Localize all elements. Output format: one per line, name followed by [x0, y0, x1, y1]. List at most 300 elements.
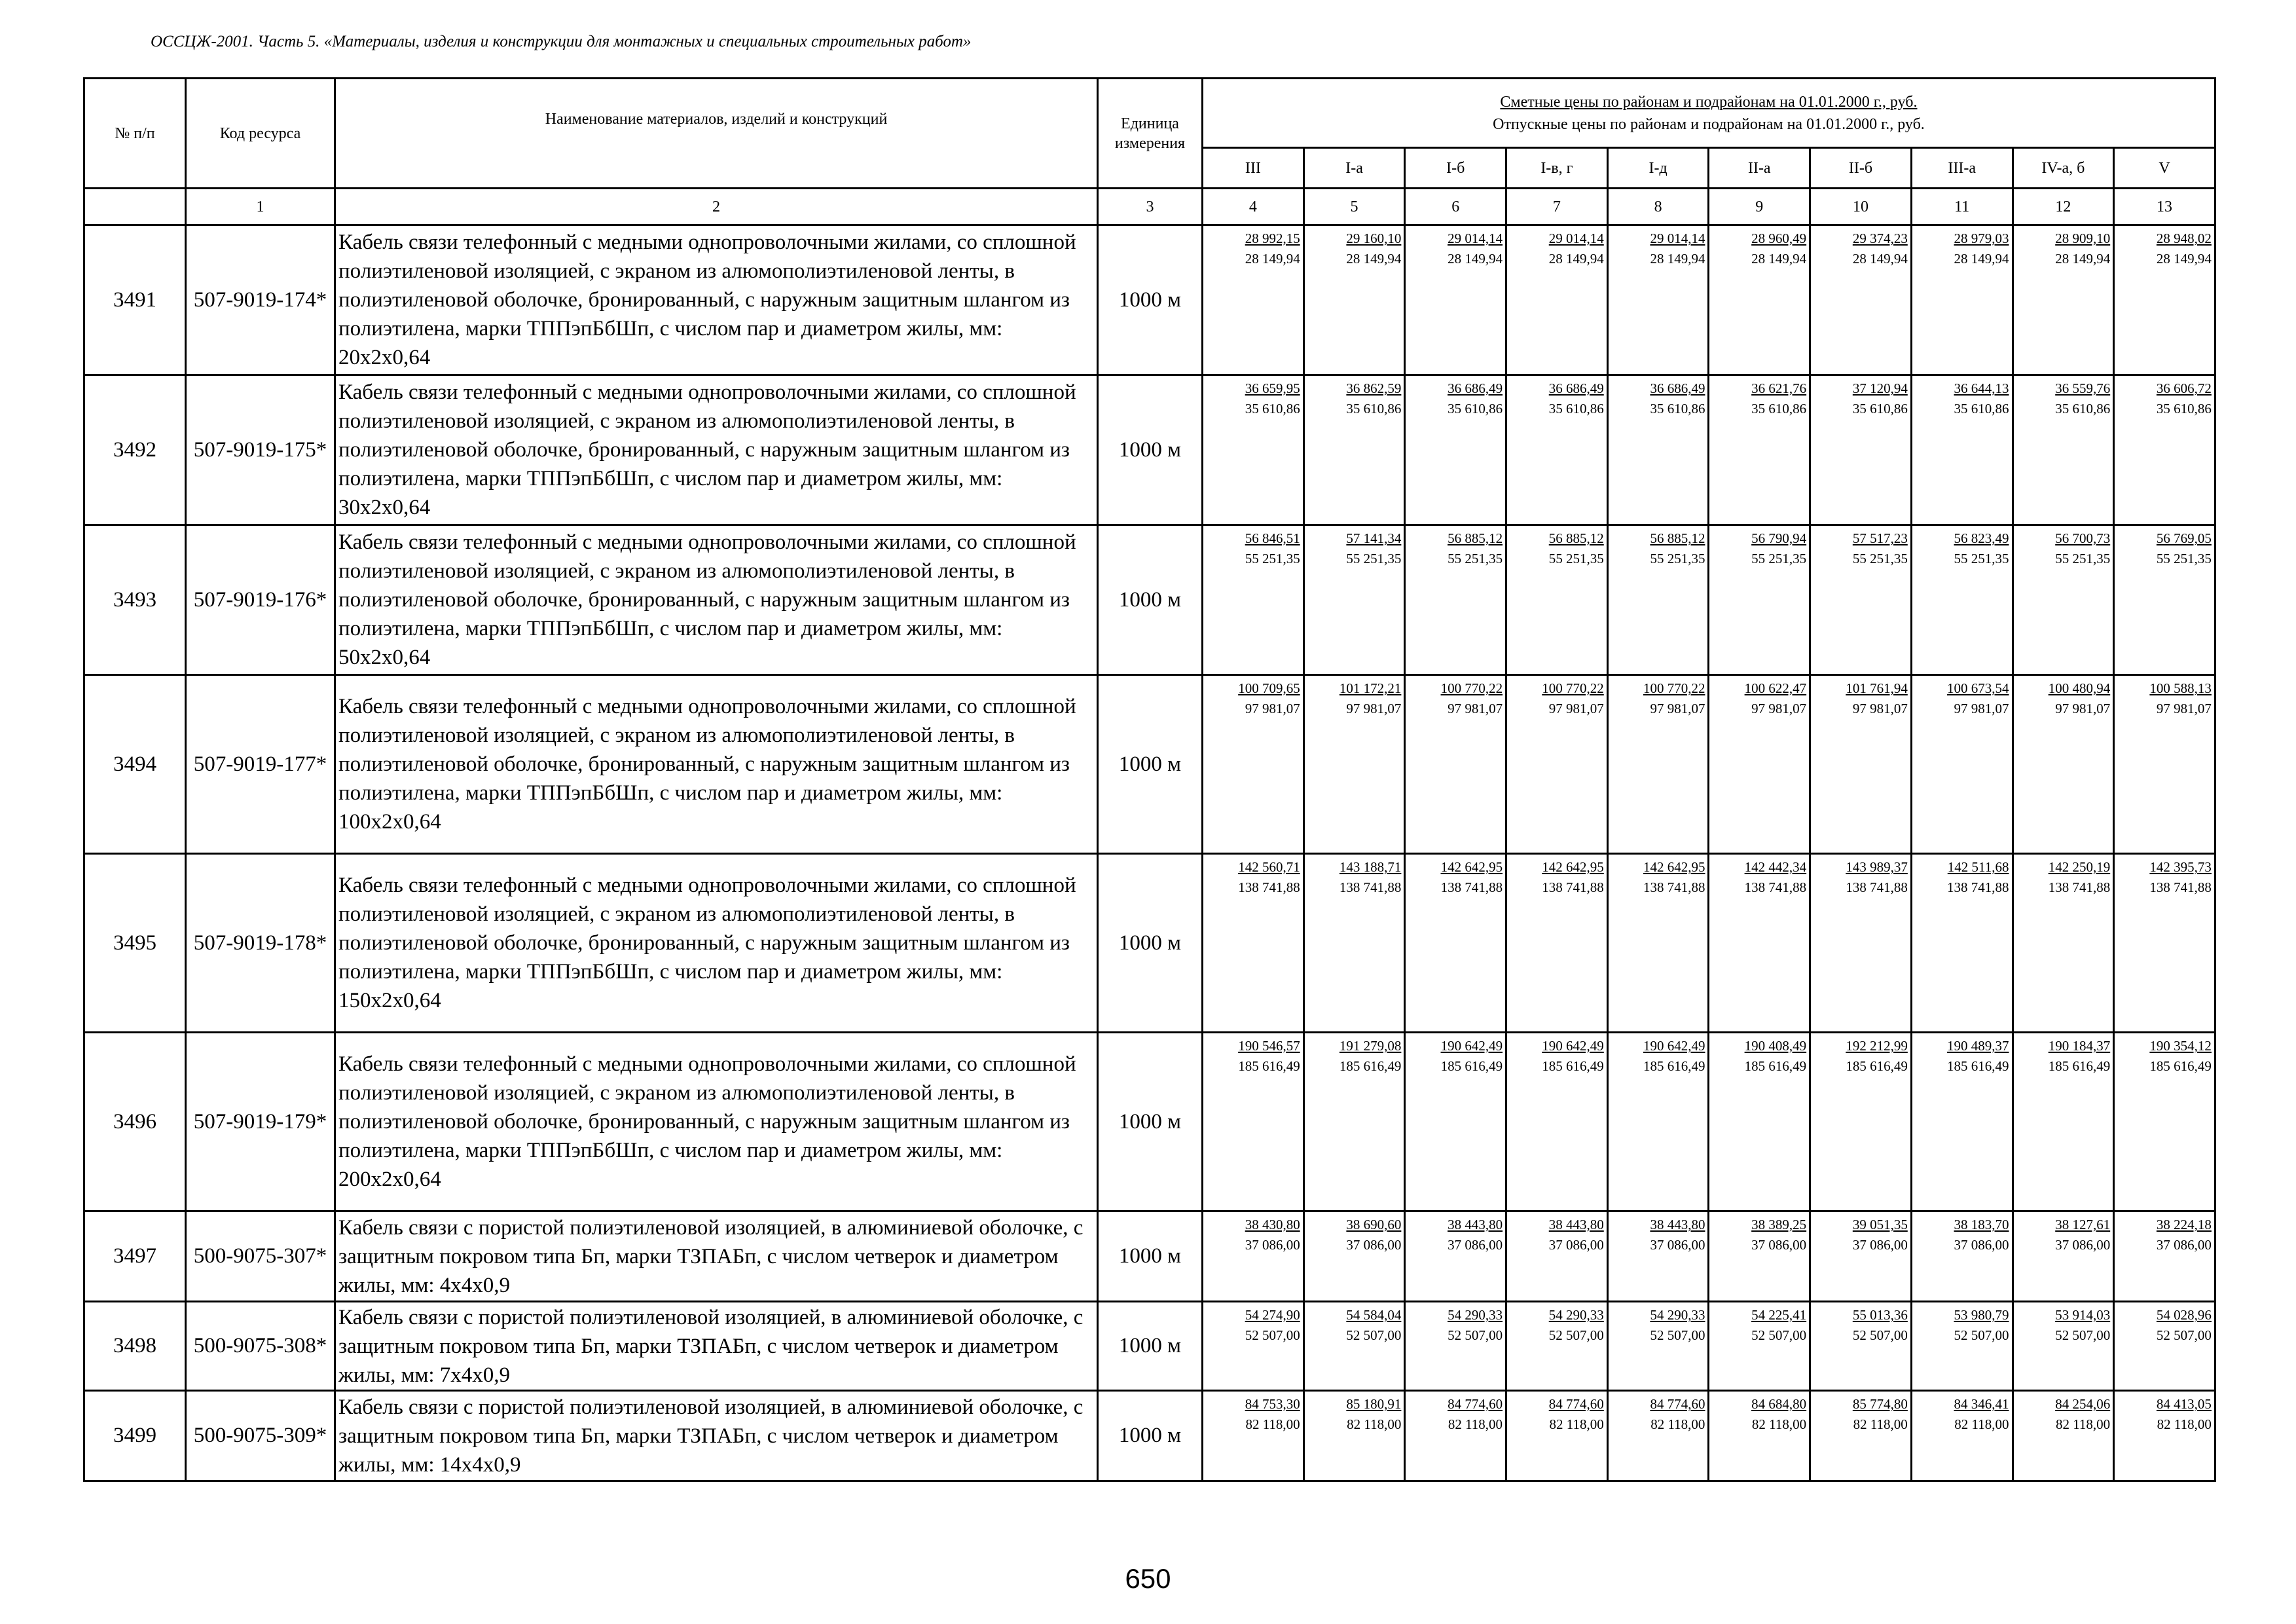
release-price: 82 118,00: [1853, 1416, 1908, 1432]
estimate-price: 36 686,49: [1548, 380, 1604, 396]
price-cell: [1810, 375, 1912, 525]
row-number: 3492: [84, 375, 186, 525]
material-name: Кабель связи телефонный с медными однопроволочными жилами, со сплошной полиэтиленовой изоляцией, с экраном из алюмополиэтиленовой ленты, в полиэтиленовой оболочке, бронированный, с наружным защитным шлангом из полиэтилена, марки ТППэпБбШп, с числом пар и диаметром жилы, мм: 30x2x0,64: [335, 375, 1098, 525]
estimate-price: 100 622,47: [1744, 680, 1807, 696]
release-price: 37 086,00: [2055, 1237, 2111, 1253]
price-cell: [2013, 854, 2114, 1033]
estimate-price: 142 560,71: [1238, 859, 1300, 875]
column-number-row: [84, 189, 2215, 225]
row-number: 3498: [84, 1302, 186, 1391]
estimate-price: 56 885,12: [1548, 530, 1604, 546]
estimate-price: 84 753,30: [1245, 1396, 1300, 1412]
estimate-price: 190 642,49: [1643, 1038, 1705, 1054]
price-cell: [1810, 1033, 1912, 1211]
price-cell: [2013, 1211, 2114, 1302]
price-cell: [2114, 525, 2215, 675]
price-cell: [1911, 854, 2013, 1033]
price-cell: [1607, 854, 1709, 1033]
release-price: 185 616,49: [1744, 1058, 1807, 1074]
estimate-price: 190 354,12: [2149, 1038, 2212, 1054]
estimate-price: 142 395,73: [2149, 859, 2212, 875]
price-cell: [1911, 675, 2013, 854]
estimate-price: 190 408,49: [1744, 1038, 1807, 1054]
row-number: 3491: [84, 225, 186, 375]
column-number: 3: [1098, 189, 1203, 225]
price-cell: [1405, 375, 1506, 525]
price-cell: [1709, 375, 1810, 525]
table-row: [84, 525, 2215, 675]
estimate-price: 29 374,23: [1852, 231, 1908, 246]
estimate-price: 101 172,21: [1339, 680, 1402, 696]
row-number: 3495: [84, 854, 186, 1033]
price-cell: [1709, 1211, 1810, 1302]
release-price: 138 741,88: [1846, 879, 1908, 895]
release-price: 185 616,49: [1542, 1058, 1604, 1074]
release-price: 138 741,88: [1744, 879, 1807, 895]
release-price: 28 149,94: [1548, 251, 1604, 267]
estimate-price: 56 700,73: [2055, 530, 2111, 546]
table-row: [84, 225, 2215, 375]
release-price: 55 251,35: [2156, 551, 2212, 566]
estimate-price: 28 960,49: [1751, 231, 1807, 246]
release-price: 37 086,00: [2156, 1237, 2212, 1253]
price-cell: [2114, 1391, 2215, 1481]
price-cell: [1506, 1302, 1608, 1391]
resource-code: 500-9075-308*: [186, 1302, 335, 1391]
price-cell: [2114, 1211, 2215, 1302]
price-cell: [1203, 525, 1304, 675]
release-price: 35 610,86: [1346, 401, 1402, 416]
price-cell: [1203, 854, 1304, 1033]
column-number: 5: [1303, 189, 1405, 225]
price-cell: [1405, 675, 1506, 854]
header-prices-estimate: Сметные цены по районам и подрайонам на 01.01.2000 г., руб.: [1500, 93, 1918, 111]
release-price: 35 610,86: [1650, 401, 1705, 416]
region-header: II-б: [1810, 148, 1912, 189]
estimate-price: 85 180,91: [1346, 1396, 1402, 1412]
estimate-price: 38 224,18: [2156, 1217, 2212, 1232]
price-cell: [1810, 525, 1912, 675]
price-cell: [1405, 1211, 1506, 1302]
estimate-price: 29 014,14: [1548, 231, 1604, 246]
estimate-price: 53 914,03: [2055, 1307, 2111, 1323]
price-cell: [1303, 1391, 1405, 1481]
release-price: 28 149,94: [2055, 251, 2111, 267]
price-cell: [1607, 1211, 1709, 1302]
estimate-price: 38 183,70: [1954, 1217, 2009, 1232]
estimate-price: 84 254,06: [2055, 1396, 2111, 1412]
column-number: 1: [186, 189, 335, 225]
column-number-blank: [84, 189, 186, 225]
release-price: 138 741,88: [1440, 879, 1503, 895]
price-cell: [1810, 1391, 1912, 1481]
price-cell: [1303, 1211, 1405, 1302]
estimate-price: 56 885,12: [1650, 530, 1705, 546]
release-price: 28 149,94: [1852, 251, 1908, 267]
price-cell: [2013, 375, 2114, 525]
release-price: 97 981,07: [1548, 701, 1604, 716]
release-price: 52 507,00: [1548, 1327, 1604, 1343]
price-cell: [1203, 1033, 1304, 1211]
release-price: 55 251,35: [1245, 551, 1300, 566]
estimate-price: 101 761,94: [1846, 680, 1908, 696]
material-name: Кабель связи с пористой полиэтиленовой изоляцией, в алюминиевой оболочке, с защитным покровом типа Бп, марки ТЗПАБп, с числом четверок и диаметром жилы, мм: 4x4x0,9: [335, 1211, 1098, 1302]
release-price: 82 118,00: [1347, 1416, 1402, 1432]
release-price: 52 507,00: [2156, 1327, 2212, 1343]
price-cell: [1303, 225, 1405, 375]
resource-code: 500-9075-307*: [186, 1211, 335, 1302]
release-price: 82 118,00: [2055, 1416, 2111, 1432]
estimate-price: 28 992,15: [1245, 231, 1300, 246]
region-header: II-а: [1709, 148, 1810, 189]
row-number: 3494: [84, 675, 186, 854]
price-cell: [1303, 675, 1405, 854]
release-price: 28 149,94: [1245, 251, 1300, 267]
price-cell: [1506, 1211, 1608, 1302]
price-cell: [1709, 1302, 1810, 1391]
price-cell: [1810, 1302, 1912, 1391]
release-price: 55 251,35: [1954, 551, 2009, 566]
price-cell: [2013, 1391, 2114, 1481]
estimate-price: 192 212,99: [1846, 1038, 1908, 1054]
release-price: 37 086,00: [1650, 1237, 1705, 1253]
estimate-price: 54 584,04: [1346, 1307, 1402, 1323]
price-cell: [1607, 375, 1709, 525]
estimate-price: 54 225,41: [1751, 1307, 1807, 1323]
price-cell: [1405, 854, 1506, 1033]
material-name: Кабель связи телефонный с медными однопроволочными жилами, со сплошной полиэтиленовой изоляцией, с экраном из алюмополиэтиленовой ленты, в полиэтиленовой оболочке, бронированный, с наружным защитным шлангом из полиэтилена, марки ТППэпБбШп, с числом пар и диаметром жилы, мм: 100x2x0,64: [335, 675, 1098, 854]
unit: 1000 м: [1098, 854, 1203, 1033]
price-cell: [2013, 525, 2114, 675]
price-cell: [1405, 1033, 1506, 1211]
column-number: 2: [335, 189, 1098, 225]
price-cell: [1405, 1391, 1506, 1481]
unit: 1000 м: [1098, 375, 1203, 525]
estimate-price: 85 774,80: [1852, 1396, 1908, 1412]
estimate-price: 56 885,12: [1448, 530, 1503, 546]
price-cell: [1607, 225, 1709, 375]
estimate-price: 142 642,95: [1643, 859, 1705, 875]
price-cell: [1506, 854, 1608, 1033]
price-cell: [1203, 1211, 1304, 1302]
estimate-price: 100 709,65: [1238, 680, 1300, 696]
document-header: ОССЦЖ-2001. Часть 5. «Материалы, изделия и конструкции для монтажных и специальных строительных работ»: [151, 33, 972, 50]
release-price: 138 741,88: [2048, 879, 2111, 895]
estimate-price: 143 989,37: [1846, 859, 1908, 875]
price-cell: [1607, 1302, 1709, 1391]
estimate-price: 190 546,57: [1238, 1038, 1300, 1054]
price-table: [83, 77, 2216, 1482]
material-name: Кабель связи с пористой полиэтиленовой изоляцией, в алюминиевой оболочке, с защитным покровом типа Бп, марки ТЗПАБп, с числом четверок и диаметром жилы, мм: 7x4x0,9: [335, 1302, 1098, 1391]
estimate-price: 56 823,49: [1954, 530, 2009, 546]
release-price: 37 086,00: [1548, 1237, 1604, 1253]
release-price: 138 741,88: [1542, 879, 1604, 895]
price-cell: [2013, 675, 2114, 854]
unit: 1000 м: [1098, 1302, 1203, 1391]
price-cell: [1810, 854, 1912, 1033]
release-price: 185 616,49: [2149, 1058, 2212, 1074]
price-cell: [1506, 525, 1608, 675]
resource-code: 507-9019-178*: [186, 854, 335, 1033]
price-cell: [1709, 225, 1810, 375]
column-number: 7: [1506, 189, 1608, 225]
estimate-price: 142 642,95: [1440, 859, 1503, 875]
estimate-price: 55 013,36: [1852, 1307, 1908, 1323]
header-prices-release: Отпускные цены по районам и подрайонам на 01.01.2000 г., руб.: [1493, 115, 1925, 133]
estimate-price: 100 673,54: [1947, 680, 2009, 696]
estimate-price: 100 588,13: [2149, 680, 2212, 696]
price-cell: [1405, 225, 1506, 375]
price-cell: [1506, 1033, 1608, 1211]
unit: 1000 м: [1098, 525, 1203, 675]
resource-code: 500-9075-309*: [186, 1391, 335, 1481]
column-number: 8: [1607, 189, 1709, 225]
release-price: 55 251,35: [2055, 551, 2111, 566]
release-price: 97 981,07: [1346, 701, 1402, 716]
region-header: III: [1203, 148, 1304, 189]
table-row: [84, 1211, 2215, 1302]
release-price: 82 118,00: [1650, 1416, 1705, 1432]
unit: 1000 м: [1098, 1033, 1203, 1211]
material-name: Кабель связи телефонный с медными однопроволочными жилами, со сплошной полиэтиленовой изоляцией, с экраном из алюмополиэтиленовой ленты, в полиэтиленовой оболочке, бронированный, с наружным защитным шлангом из полиэтилена, марки ТППэпБбШп, с числом пар и диаметром жилы, мм: 50x2x0,64: [335, 525, 1098, 675]
release-price: 138 741,88: [1339, 879, 1402, 895]
table-header: [84, 79, 2215, 225]
price-cell: [1709, 1033, 1810, 1211]
estimate-price: 36 644,13: [1954, 380, 2009, 396]
column-number: 13: [2114, 189, 2215, 225]
release-price: 55 251,35: [1448, 551, 1503, 566]
estimate-price: 142 642,95: [1542, 859, 1604, 875]
price-cell: [1810, 675, 1912, 854]
release-price: 55 251,35: [1852, 551, 1908, 566]
release-price: 52 507,00: [1346, 1327, 1402, 1343]
resource-code: 507-9019-176*: [186, 525, 335, 675]
estimate-price: 143 188,71: [1339, 859, 1402, 875]
release-price: 35 610,86: [1852, 401, 1908, 416]
estimate-price: 84 684,80: [1751, 1396, 1807, 1412]
price-cell: [1810, 225, 1912, 375]
column-number: 9: [1709, 189, 1810, 225]
estimate-price: 142 442,34: [1744, 859, 1807, 875]
estimate-price: 57 141,34: [1346, 530, 1402, 546]
release-price: 37 086,00: [1448, 1237, 1503, 1253]
resource-code: 507-9019-175*: [186, 375, 335, 525]
release-price: 35 610,86: [2055, 401, 2111, 416]
estimate-price: 100 770,22: [1542, 680, 1604, 696]
price-cell: [1506, 1391, 1608, 1481]
price-cell: [1911, 375, 2013, 525]
release-price: 138 741,88: [2149, 879, 2212, 895]
price-cell: [1810, 1211, 1912, 1302]
price-cell: [1709, 675, 1810, 854]
table-row: [84, 1391, 2215, 1481]
material-name: Кабель связи телефонный с медными однопроволочными жилами, со сплошной полиэтиленовой изоляцией, с экраном из алюмополиэтиленовой ленты, в полиэтиленовой оболочке, бронированный, с наружным защитным шлангом из полиэтилена, марки ТППэпБбШп, с числом пар и диаметром жилы, мм: 150x2x0,64: [335, 854, 1098, 1033]
estimate-price: 36 559,76: [2055, 380, 2111, 396]
price-cell: [1607, 1033, 1709, 1211]
header-code: Код ресурса: [186, 79, 335, 189]
column-number: 6: [1405, 189, 1506, 225]
release-price: 28 149,94: [1448, 251, 1503, 267]
estimate-price: 37 120,94: [1852, 380, 1908, 396]
estimate-price: 36 621,76: [1751, 380, 1807, 396]
price-cell: [2013, 1033, 2114, 1211]
region-header: V: [2114, 148, 2215, 189]
release-price: 37 086,00: [1852, 1237, 1908, 1253]
header-prices: [1203, 79, 2215, 148]
price-cell: [1203, 675, 1304, 854]
price-cell: [1203, 225, 1304, 375]
release-price: 97 981,07: [2156, 701, 2212, 716]
page-number: 650: [1125, 1563, 1171, 1594]
release-price: 82 118,00: [1448, 1416, 1503, 1432]
release-price: 82 118,00: [1954, 1416, 2009, 1432]
release-price: 28 149,94: [1650, 251, 1705, 267]
estimate-price: 38 430,80: [1245, 1217, 1300, 1232]
material-name: Кабель связи с пористой полиэтиленовой изоляцией, в алюминиевой оболочке, с защитным покровом типа Бп, марки ТЗПАБп, с числом четверок и диаметром жилы, мм: 14x4x0,9: [335, 1391, 1098, 1481]
price-cell: [1607, 1391, 1709, 1481]
release-price: 52 507,00: [1448, 1327, 1503, 1343]
estimate-price: 56 769,05: [2156, 530, 2212, 546]
release-price: 82 118,00: [2157, 1416, 2212, 1432]
estimate-price: 38 443,80: [1448, 1217, 1503, 1232]
release-price: 35 610,86: [1548, 401, 1604, 416]
release-price: 55 251,35: [1751, 551, 1807, 566]
release-price: 185 616,49: [1339, 1058, 1402, 1074]
price-cell: [1203, 1302, 1304, 1391]
estimate-price: 38 127,61: [2055, 1217, 2111, 1232]
estimate-price: 36 686,49: [1448, 380, 1503, 396]
estimate-price: 190 489,37: [1947, 1038, 2009, 1054]
estimate-price: 100 770,22: [1643, 680, 1705, 696]
table-row: [84, 1033, 2215, 1211]
estimate-price: 38 443,80: [1650, 1217, 1705, 1232]
release-price: 97 981,07: [1751, 701, 1807, 716]
table-row: [84, 854, 2215, 1033]
estimate-price: 57 517,23: [1852, 530, 1908, 546]
release-price: 28 149,94: [2156, 251, 2212, 267]
resource-code: 507-9019-177*: [186, 675, 335, 854]
price-cell: [1911, 1211, 2013, 1302]
estimate-price: 56 790,94: [1751, 530, 1807, 546]
estimate-price: 190 642,49: [1542, 1038, 1604, 1054]
release-price: 35 610,86: [1245, 401, 1300, 416]
estimate-price: 28 909,10: [2055, 231, 2111, 246]
release-price: 97 981,07: [1650, 701, 1705, 716]
price-cell: [1203, 1391, 1304, 1481]
table-row: [84, 675, 2215, 854]
release-price: 35 610,86: [2156, 401, 2212, 416]
release-price: 185 616,49: [1643, 1058, 1705, 1074]
estimate-price: 53 980,79: [1954, 1307, 2009, 1323]
table-row: [84, 1302, 2215, 1391]
estimate-price: 190 184,37: [2048, 1038, 2111, 1054]
estimate-price: 84 346,41: [1954, 1396, 2009, 1412]
column-number: 4: [1203, 189, 1304, 225]
release-price: 35 610,86: [1448, 401, 1503, 416]
release-price: 28 149,94: [1751, 251, 1807, 267]
estimate-price: 38 389,25: [1751, 1217, 1807, 1232]
estimate-price: 142 511,68: [1947, 859, 2009, 875]
price-cell: [1911, 225, 2013, 375]
column-number: 11: [1911, 189, 2013, 225]
material-name: Кабель связи телефонный с медными однопроволочными жилами, со сплошной полиэтиленовой изоляцией, с экраном из алюмополиэтиленовой ленты, в полиэтиленовой оболочке, бронированный, с наружным защитным шлангом из полиэтилена, марки ТППэпБбШп, с числом пар и диаметром жилы, мм: 20x2x0,64: [335, 225, 1098, 375]
estimate-price: 84 774,60: [1650, 1396, 1705, 1412]
release-price: 82 118,00: [1245, 1416, 1300, 1432]
region-header: I-д: [1607, 148, 1709, 189]
estimate-price: 29 014,14: [1650, 231, 1705, 246]
release-price: 185 616,49: [2048, 1058, 2111, 1074]
price-cell: [1709, 854, 1810, 1033]
release-price: 185 616,49: [1238, 1058, 1300, 1074]
estimate-price: 39 051,35: [1852, 1217, 1908, 1232]
price-cell: [1405, 525, 1506, 675]
price-cell: [1303, 375, 1405, 525]
price-cell: [1506, 375, 1608, 525]
price-cell: [1709, 1391, 1810, 1481]
release-price: 185 616,49: [1947, 1058, 2009, 1074]
price-cell: [2114, 1302, 2215, 1391]
release-price: 37 086,00: [1954, 1237, 2009, 1253]
region-header: I-а: [1303, 148, 1405, 189]
release-price: 55 251,35: [1548, 551, 1604, 566]
release-price: 82 118,00: [1549, 1416, 1604, 1432]
price-cell: [1911, 1391, 2013, 1481]
region-header: I-б: [1405, 148, 1506, 189]
region-header: IV-а, б: [2013, 148, 2114, 189]
price-cell: [2013, 225, 2114, 375]
release-price: 97 981,07: [2055, 701, 2111, 716]
release-price: 185 616,49: [1440, 1058, 1503, 1074]
release-price: 138 741,88: [1947, 879, 2009, 895]
estimate-price: 36 606,72: [2156, 380, 2212, 396]
release-price: 35 610,86: [1954, 401, 2009, 416]
release-price: 35 610,86: [1751, 401, 1807, 416]
price-cell: [1506, 675, 1608, 854]
table-body: [84, 225, 2215, 1481]
estimate-price: 142 250,19: [2048, 859, 2111, 875]
estimate-price: 29 014,14: [1448, 231, 1503, 246]
column-number: 10: [1810, 189, 1912, 225]
release-price: 138 741,88: [1643, 879, 1705, 895]
price-cell: [1203, 375, 1304, 525]
price-cell: [1911, 525, 2013, 675]
price-cell: [2114, 225, 2215, 375]
price-cell: [1709, 525, 1810, 675]
estimate-price: 36 686,49: [1650, 380, 1705, 396]
release-price: 82 118,00: [1751, 1416, 1807, 1432]
row-number: 3496: [84, 1033, 186, 1211]
price-cell: [1506, 225, 1608, 375]
row-number: 3493: [84, 525, 186, 675]
estimate-price: 190 642,49: [1440, 1038, 1503, 1054]
estimate-price: 54 290,33: [1548, 1307, 1604, 1323]
unit: 1000 м: [1098, 1211, 1203, 1302]
estimate-price: 54 274,90: [1245, 1307, 1300, 1323]
price-cell: [2114, 1033, 2215, 1211]
release-price: 138 741,88: [1238, 879, 1300, 895]
release-price: 97 981,07: [1245, 701, 1300, 716]
price-cell: [2114, 675, 2215, 854]
region-header: III-а: [1911, 148, 2013, 189]
row-number: 3499: [84, 1391, 186, 1481]
release-price: 97 981,07: [1954, 701, 2009, 716]
region-header: I-в, г: [1506, 148, 1608, 189]
estimate-price: 28 979,03: [1954, 231, 2009, 246]
release-price: 37 086,00: [1346, 1237, 1402, 1253]
price-cell: [2013, 1302, 2114, 1391]
release-price: 97 981,07: [1852, 701, 1908, 716]
release-price: 52 507,00: [1650, 1327, 1705, 1343]
